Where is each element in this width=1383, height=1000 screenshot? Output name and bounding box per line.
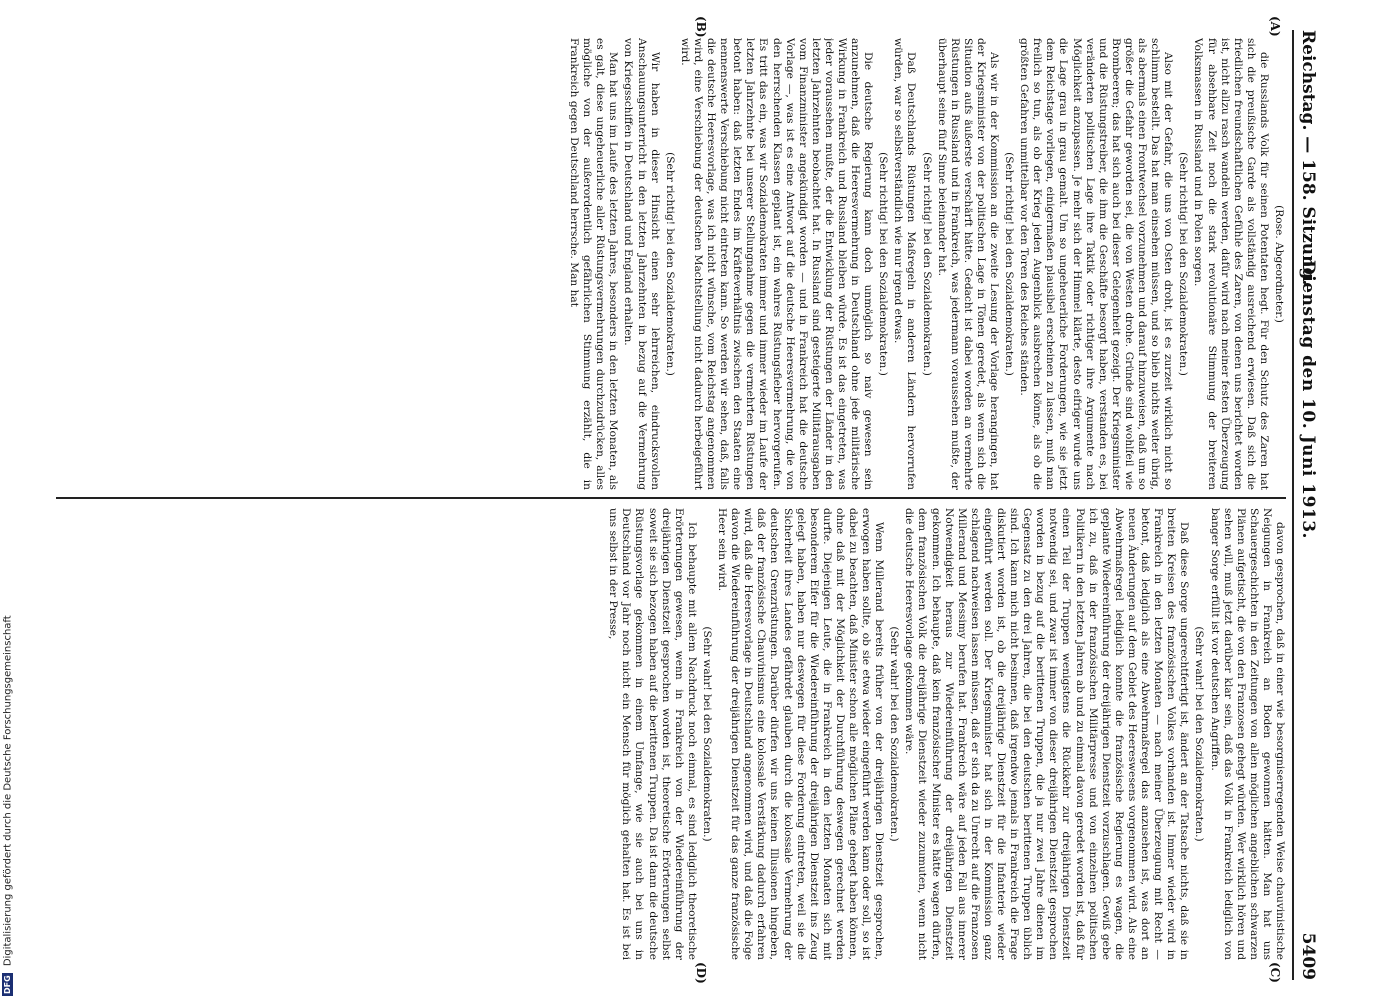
interjection: (Sehr richtig! bei den Sozialdemokraten.) [920,152,933,376]
margin-mark-c: (C) [1268,962,1282,983]
interjection: (Sehr wahr! bei den Sozialdemokraten.) [700,626,713,842]
interjection: (Sehr richtig! bei den Sozialdemokraten.) [663,152,676,376]
column-divider [56,497,1286,499]
credit-text: Digitalisierung gefördert durch die Deutsche Forschungsgemeinschaft [2,615,14,967]
interjection: (Sehr richtig! bei den Sozialdemokraten.) [1003,152,1016,376]
paragraph: Wenn Millerand bereits früher von der dreijährigen Dienstzeit gesprochen, erwogen haben sollte, ob sie etwa wieder eingeführt werden kann oder soll, so ist dabei zu beachten, daß Minister schon alle möglichen Pläne gehegt haben können, ohne daß mit der Möglichkeit der Durchführung deswegen gerechnet werden durfte. Diejenigen Leute, die in Frankreich in den letzten Monaten sich mit besonderem Eifer für die Wiedereinführung der dreijährigen Dienstzeit ins Zeug gelegt haben, haben nur deswegen für diese Forderung eintreten, weil sie die Sicherheit ihres Landes gefährdet glauben durch die kolossale Vermehrung der deutschen Grenzrüstungen. Darüber dürfen wir uns keinen Illusionen hingeben, daß der französische Chauvinismus eine kolossale Verstärkung dadurch erfahren wird, daß die Heeresvorlage in Deutschland angenommen wird, und daß die Folge davon die Wiedereinführung der dreijährigen Dienstzeit für das ganze französische Heer sein wird. [716,508,886,960]
left-column [56,38,1286,490]
digitization-credit [2,596,16,996]
dfg-logo: DFG [3,975,12,994]
paragraph: Wir haben in dieser Hinsicht einen sehr lehrreichen, eindrucksvollen Anschauungsunterricht in den letzten Jahrzehnten in bezug auf die Vermehrung von Kriegsschiffen in Deutschland und England erhalten. [622,38,661,490]
page-number: 5409 [1298,932,1318,980]
paragraph: Man hat uns im Laufe des letzten Jahres, besonders in den letzten Monaten, als es galt, diese ungeheuerliche aller Rüstungsvermehrungen durchzudrücken, alles mögliche von der außerordentlich gefährlichen Stimmung erzählt, die in Frankreich gegen Deutschland herrsche. Man hat [568,38,620,490]
interjection: (Sehr wahr! bei den Sozialdemokraten.) [1193,626,1206,842]
paragraph: Die deutsche Regierung kann doch unmöglich so naiv gewesen sein anzunehmen, daß die Heeresvermehrung in Deutschland ohne jede militärische Wirkung in Frankreich und Russland bleiben würde. Es ist das eingetreten, was jeder voraussehen mußte, der die Entwicklung der Rüstungen der Länder in den letzten Jahrzehnten beobachtet hat. In Russland sind gesteigerte Militärausgaben vom Finanzminister angekündigt worden — und in Frankreich hat die deutsche Vorlage —, was ist es eine Antwort auf die deutsche Heeresvermehrung, die von den herrschenden Klassen geplant ist, ein wahres Rüstungsfieber hervorgerufen. Es tritt das ein, was wir Sozialdemokraten immer und immer wieder im Laufe der letzten Jahrzehnte bei unserer Stellungnahme gegen die vermehrten Rüstungen betont haben: daß letzten Endes im Kräfteverhältnis zwischen den Staaten eine nennenswerte Verschiebung nicht eintreten kann. So werden wir sehen, daß, falls die deutsche Heeresvorlage, was ich nicht wünsche, vom Reichstag angenommen wird, eine Verschiebung der deutschen Machtstellung nicht dadurch herbeigeführt wird. [678,38,875,490]
interjection: (Sehr richtig! bei den Sozialdemokraten.) [877,152,890,376]
interjection: (Sehr wahr! bei den Sozialdemokraten.) [888,626,901,842]
paragraph: die Russlands Volk für seinen Potentaten hegt. Für den Schutz des Zaren hat sich die preußische Garde als vollständig ausreichend erwiesen. Daß sich die friedlichen freundschaftlichen Gefühle des Zaren, von denen uns berichtet worden ist, nicht allzu rasch wandeln werden, dafür wird nach meiner festen Überzeugung für absehbare Zeit noch die stark revolutionäre Stimmung der breiteren Volksmassen in Russland und in Polen sorgen. [1192,38,1270,490]
margin-mark-a: (A) [1268,16,1282,37]
paragraph: davon gesprochen, daß in einer wie besorgniserregenden Weise chauvinistische Neigungen in Frankreich an Boden gewonnen hätten. Man hat uns Schauergeschichten in den Zeitungen von allen möglichen angeblichen schwarzen Plänen aufgetischt, die von den Franzosen gehegt würden. Wer wirklich hören und sehen will, muß jetzt darüber klar sein, daß das Volk in Frankreich lediglich von banger Sorge erfüllt ist vor deutschen Angriffen. [1208,508,1286,960]
margin-mark-b: (B) [694,16,708,38]
paragraph: Daß diese Sorge ungerechtfertigt ist, ändert an der Tatsache nichts, daß sie in breiten Kreisen des französischen Volkes vorhanden ist. Immer wieder wird in Frankreich in den letzten Monaten — nach meiner Überzeugung mit Recht — betont, daß lediglich als eine Abwehrmaßregel das anzusehen ist, was dort an neuen Änderungen auf dem Gebiet des Heereswesens vorgenommen wird. Als eine Abwehrmaßregel lediglich konnte die französische Regierung es wagen, die geplante Wiedereinführung der dreijährigen Dienstzeit vorzuschlagen. Gewiß gebe ich zu, daß in der französischen Militärpresse und von einzelnen politischen Politikern in den letzten Jahren ab und zu einmal davon geredet worden ist, daß für einen Teil der Truppen wenigstens die Rückkehr zur dreijährigen Dienstzeit notwendig sei, und zwar ist immer von dieser dreijährigen Dienstzeit gesprochen worden in bezug auf die berittenen Truppen, die ja nur zwei Jahre dienen im Gegensatz zu den drei Jahren, die bei den deutschen berittenen Truppen üblich sind. Ich kann mich nicht besinnen, daß irgendwo jemals in Frankreich die Frage diskutiert worden ist, ob die dreijährige Dienstzeit für die Infanterie wieder eingeführt werden soll. Der Kriegsminister hat sich in der Kommission ganz schlagend nachweisen lassen müssen, daß er sich da zu Unrecht auf die Franzosen Millerand und Messimy berufen hat. Frankreich wäre auf jeden Fall aus innerer Notwendigkeit heraus zur Wiedereinführung der dreijährigen Dienstzeit gekommen. Ich behaupte, daß kein französischer Minister es hätte wagen dürfen, dem französischen Volk die dreijährige Dienstzeit wieder zuzumuten, wenn nicht die deutsche Heeresvorlage gekommen wäre. [903,508,1191,960]
header-section: Reichstag. — 158. Sitzung. [1298,30,1318,286]
header-date: Dienstag den 10. Juni 1913. [1298,260,1318,539]
paragraph: Ich behaupte mit allem Nachdruck noch einmal, es sind lediglich theoretische Erörterungen gewesen, wenn in Frankreich von der Wiedereinführung der dreijährigen Dienstzeit gesprochen worden ist, theoretische Erörterungen selbst soweit sie sich bezogen haben auf die berittenen Truppen. Da ist dann die deutsche Rüstungsvorlage gekommen in einem Umfange, wie sie auch bei uns in Deutschland vor Jahr noch nicht ein Mensch für möglich gehalten hat. Es ist bei uns selbst in der Presse, [607,508,698,960]
right-column [56,508,1286,960]
paragraph: Also mit der Gefahr, die uns von Osten droht, ist es zurzeit wirklich nicht so schlimm bestellt. Das hat man einsehen müssen, und so blieb nichts weiter übrig, als abermals einen Frontwechsel vorzunehmen und darauf hinzuweisen, daß um so größer die Gefahr geworden sei, die von Westen drohe. Gründe sind wohlfeil wie Brombeeren; das hat sich auch bei dieser Gelegenheit gezeigt. Der Kriegsminister und die Rüstungstreiber, die ihm die Geschäfte besorgt haben, verstanden es, bei veränderten politischen Lage ihre Taktik oder richtiger ihre Argumente nach Möglichkeit anzupassen. Je mehr sich der Himmel klärte, desto eifriger wurde uns die Lage grau in grau gemalt. Um so ungeheuerliche Forderungen, wie sie jetzt dem Reichstage vorliegen, einigermaßen plausibel erscheinen zu lassen, muß man freilich so tun, als ob der Krieg jeden Augenblick ausbrechen könne, als ob die größten Gefahren unmittelbar vor den Toren des Reiches ständen. [1018,38,1175,490]
document-page [10,0,1330,1000]
margin-mark-d: (D) [694,962,708,984]
interjection: (Rose. Abgeordneter.) [1273,205,1285,323]
paragraph: Daß Deutschlands Rüstungen Maßregeln in anderen Ländern hervorrufen würden, war so selbstverständlich wie nur irgend etwas. [892,38,918,490]
page-header [1292,30,1322,980]
paragraph: Als wir in der Kommission an die zweite Lesung der Vorlage herangingen, hat der Kriegsminister von der politischen Lage in Tönen geredet, als wenn sich die Situation aufs äußerste verschärft hätte. Gedacht ist dabei worden an vermehrte Rüstungen in Russland und in Frankreich, was jedermann voraussehen mußte, der überhaupt seine fünf Sinne beieinander hat. [935,38,1001,490]
interjection: (Sehr richtig! bei den Sozialdemokraten.) [1177,152,1190,376]
